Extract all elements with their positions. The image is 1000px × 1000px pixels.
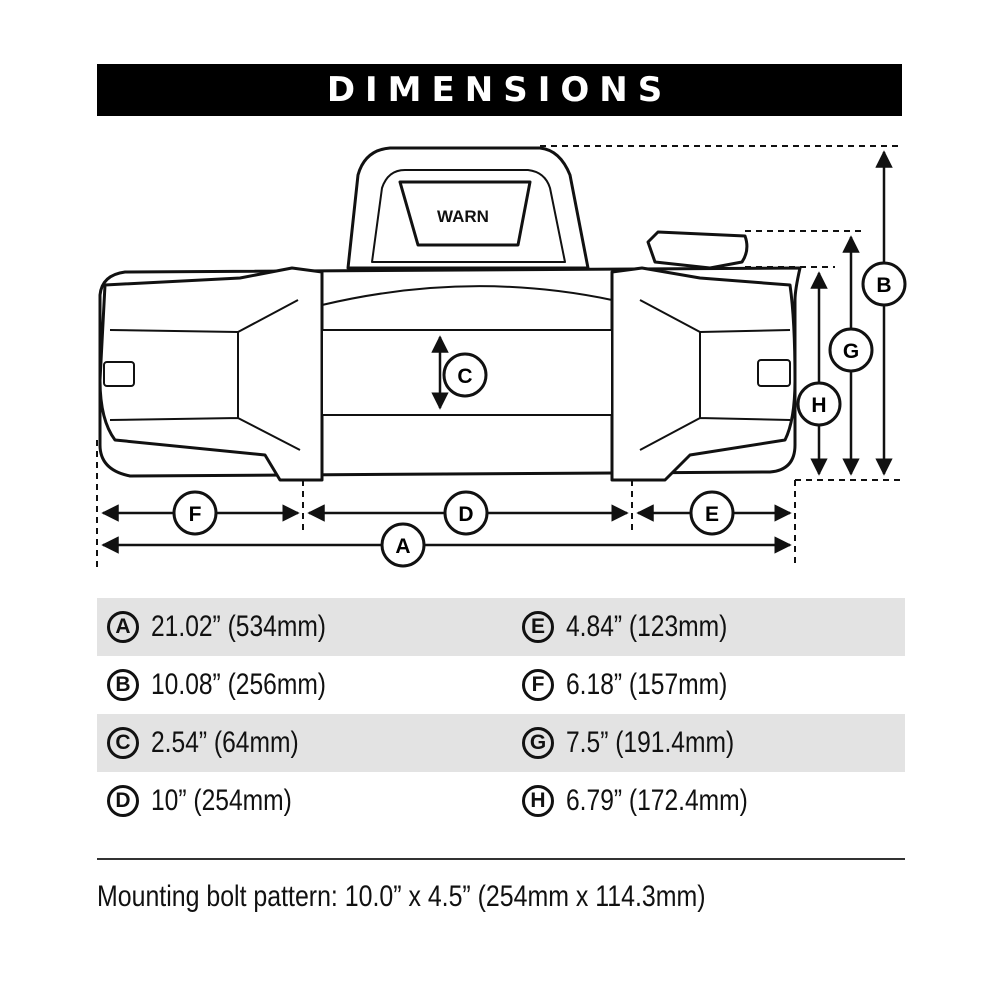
callout-e-label: E: [704, 503, 720, 526]
callout-g-label: G: [842, 340, 860, 363]
spec-b: [107, 656, 364, 714]
spec-row: [97, 598, 905, 656]
spec-letter-badge: F: [522, 669, 554, 701]
callout-a: [382, 524, 424, 566]
spec-letter-badge: G: [522, 727, 554, 759]
spec-letter-badge: D: [107, 785, 139, 817]
remote-control: [648, 232, 747, 268]
spec-value: 21.02” (534mm): [151, 610, 327, 643]
spec-value: 4.84” (123mm): [566, 610, 728, 643]
spec-c: [107, 714, 331, 772]
callout-f: [174, 492, 216, 534]
spec-a: [107, 598, 364, 656]
divider: [97, 858, 905, 860]
spec-value: 2.54” (64mm): [151, 726, 299, 759]
right-handle: [758, 360, 790, 386]
spec-value: 6.18” (157mm): [566, 668, 728, 701]
spec-e: [522, 598, 763, 656]
callout-b-label: B: [876, 274, 892, 297]
spec-g: [522, 714, 771, 772]
callout-b: [863, 263, 905, 305]
callout-c: [444, 354, 486, 396]
spec-value: 10.08” (256mm): [151, 668, 327, 701]
left-handle: [104, 362, 134, 386]
callout-h: [798, 383, 840, 425]
callout-f-label: F: [188, 503, 202, 526]
spec-f: [522, 656, 763, 714]
spec-d: [107, 772, 323, 830]
spec-row: [97, 772, 905, 830]
spec-h: [522, 772, 788, 830]
spec-value: 10” (254mm): [151, 784, 292, 817]
spec-letter-badge: C: [107, 727, 139, 759]
spec-row: [97, 714, 905, 772]
page-title: DIMENSIONS: [326, 70, 673, 110]
logo-text: WARN: [437, 207, 489, 226]
spec-table: [97, 598, 905, 830]
spec-value: 6.79” (172.4mm): [566, 784, 748, 817]
callout-c-label: C: [457, 365, 473, 388]
spec-letter-badge: B: [107, 669, 139, 701]
callout-d: [445, 492, 487, 534]
callout-g: [830, 329, 872, 371]
spec-row: [97, 656, 905, 714]
spec-value: 7.5” (191.4mm): [566, 726, 735, 759]
winch-outline: [100, 148, 800, 480]
spec-letter-badge: A: [107, 611, 139, 643]
spec-letter-badge: E: [522, 611, 554, 643]
spec-letter-badge: H: [522, 785, 554, 817]
mounting-bolt-pattern: Mounting bolt pattern: 10.0” x 4.5” (254mm x 114.3mm): [97, 880, 706, 913]
callout-d-label: D: [458, 503, 474, 526]
callout-e: [691, 492, 733, 534]
callout-h-label: H: [811, 394, 827, 417]
callout-a-label: A: [395, 535, 411, 558]
